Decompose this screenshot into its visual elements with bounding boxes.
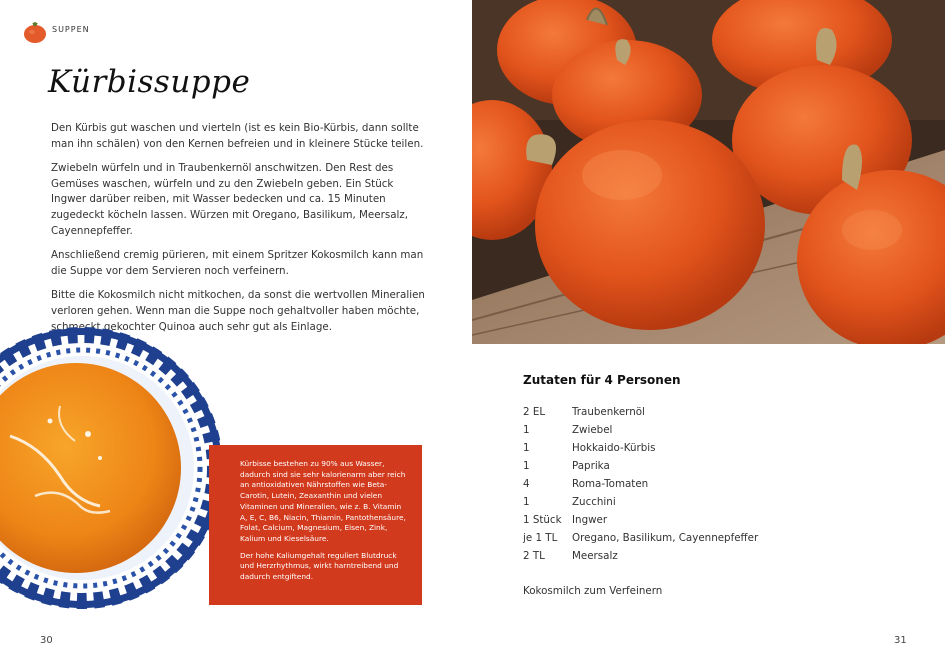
tomato-icon: [23, 20, 47, 44]
ingredient-quantity: 1: [523, 460, 530, 472]
ingredient-quantity: je 1 TL: [523, 532, 558, 544]
instruction-paragraph: Zwiebeln würfeln und in Traubenkernöl anschwitzen. Den Rest des Gemüses waschen, würfeln und zu den Zwiebeln geben. Ein Stück Ingwer darüber reiben, mit Wasser bedecken und ca. 15 Minuten zugedeckt köcheln lassen. Würzen mit Oregano, Basilikum, Meersalz, Cayennepfeffer.: [51, 162, 409, 237]
ingredient-name: Roma-Tomaten: [572, 478, 649, 490]
section-label: SUPPEN: [52, 25, 90, 34]
ingredient-quantity: 4: [523, 478, 530, 490]
instruction-paragraph: Den Kürbis gut waschen und vierteln (ist es kein Bio-Kürbis, dann sollte man ihn schälen) von den Kernen befreien und in kleinere Stücke teilen.: [51, 122, 424, 150]
pumpkins-photo: [472, 0, 945, 344]
ingredients-title: Zutaten für 4 Personen: [523, 373, 681, 387]
ingredient-quantity: 1: [523, 442, 530, 454]
ingredient-row: [523, 511, 758, 529]
ingredient-name: Traubenkernöl: [572, 406, 645, 418]
recipe-title: Kürbissuppe: [48, 64, 251, 100]
page-number-left: 30: [40, 635, 53, 646]
instruction-paragraph: Bitte die Kokosmilch nicht mitkochen, da sonst die wertvollen Mineralien verloren gehen. Wenn man die Suppe noch gehaltvoller haben möchte, schmeckt gekochter Quinoa auch sehr gut als Einlage.: [51, 289, 425, 333]
ingredient-name: Hokkaido-Kürbis: [572, 442, 656, 454]
ingredient-quantity: 2 EL: [523, 406, 546, 418]
instruction-paragraph: Anschließend cremig pürieren, mit einem Spritzer Kokosmilch kann man die Suppe vor dem Servieren noch verfeinern.: [51, 249, 424, 277]
ingredient-row: [523, 493, 758, 511]
page-number-right: 31: [894, 635, 907, 646]
info-paragraph: Kürbisse bestehen zu 90% aus Wasser, dadurch sind sie sehr kalorienarm aber reich an antioxidativen Nährstoffen wie Beta-Carotin, Lutein, Zeaxanthin und vielen Vitaminen und Mineralien, wie z. B. Vitamin A, E, C, B6, Niacin, Thiamin, Pantothensäure, Folat, Calcium, Magnesium, Eisen, Zink, Kalium und Kieselsäure.: [240, 459, 406, 543]
ingredient-name: Paprika: [572, 460, 610, 472]
ingredient-row: [523, 421, 758, 439]
ingredient-row: [523, 439, 758, 457]
ingredient-row: [523, 529, 758, 547]
info-paragraph: Der hohe Kaliumgehalt reguliert Blutdruck und Herzrhythmus, wirkt harntreibend und dadurch entgiftend.: [240, 550, 399, 582]
ingredient-row: [523, 457, 758, 475]
ingredient-quantity: 1: [523, 424, 530, 436]
nutrition-info-box: [209, 445, 422, 605]
ingredient-quantity: 2 TL: [523, 550, 545, 562]
ingredient-name: Zwiebel: [572, 424, 613, 436]
ingredient-name: Ingwer: [572, 514, 608, 526]
left-page: [0, 0, 472, 670]
ingredient-name: Zucchini: [572, 496, 616, 508]
recipe-instructions: [51, 121, 431, 344]
ingredient-name: Oregano, Basilikum, Cayennepfeffer: [572, 532, 759, 544]
right-page: [472, 0, 945, 670]
ingredient-row: [523, 403, 758, 421]
ingredient-name: Meersalz: [572, 550, 618, 562]
ingredient-quantity: 1: [523, 496, 530, 508]
ingredient-row: [523, 475, 758, 493]
soup-bowl-image: [0, 326, 225, 611]
ingredient-row: [523, 547, 758, 565]
ingredients-footnote: Kokosmilch zum Verfeinern: [523, 585, 663, 597]
ingredients-list: [523, 403, 758, 565]
ingredient-quantity: 1 Stück: [523, 514, 562, 526]
